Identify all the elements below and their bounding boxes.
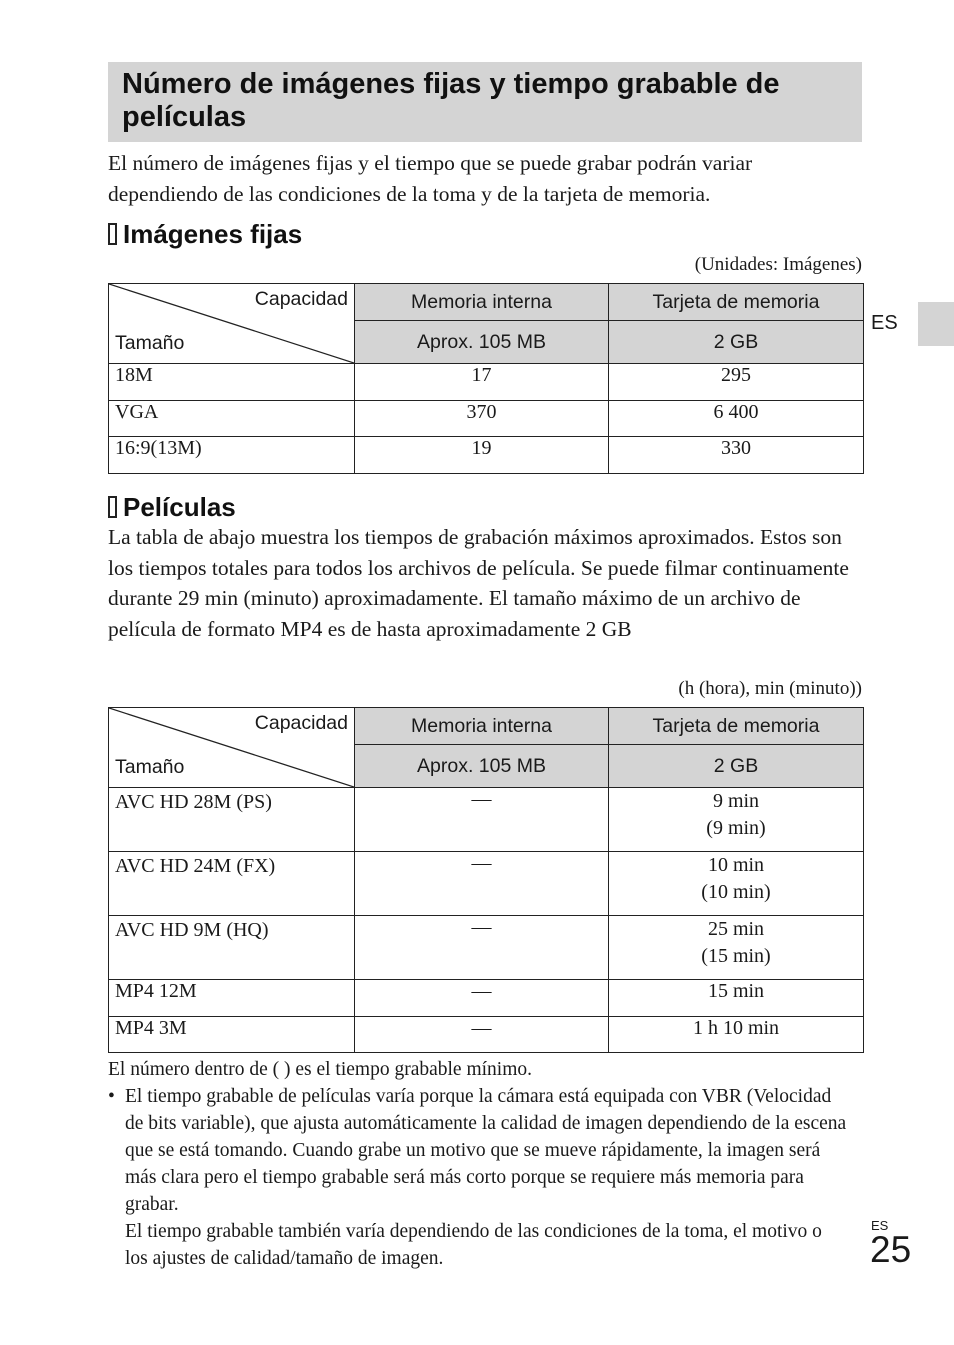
bullet-icon: • — [108, 1086, 115, 1107]
capacity-label: Capacidad — [254, 712, 348, 734]
table-row — [109, 916, 864, 980]
col-subheader-card: 2 GB — [609, 745, 864, 788]
row-card: 25 min (15 min) — [609, 916, 864, 980]
row-size: AVC HD 24M (FX) — [109, 852, 355, 916]
page-number: 25 — [870, 1229, 912, 1270]
row-card: 330 — [609, 437, 864, 474]
row-internal: — — [355, 1017, 609, 1053]
row-size: MP4 12M — [109, 980, 355, 1017]
row-size: AVC HD 9M (HQ) — [109, 916, 355, 980]
table-row — [109, 401, 864, 437]
row-internal: 19 — [355, 437, 609, 474]
movies-units-label: (h (hora), min (minuto)) — [678, 678, 862, 699]
row-size: VGA — [109, 401, 355, 437]
row-internal: — — [355, 788, 609, 852]
row-internal: — — [355, 852, 609, 916]
row-size: AVC HD 28M (PS) — [109, 788, 355, 852]
table-row — [109, 788, 864, 852]
still-units-label: (Unidades: Imágenes) — [694, 254, 862, 275]
col-header-internal: Memoria interna — [355, 708, 609, 745]
table-row — [109, 437, 864, 474]
movies-heading: Películas — [108, 492, 236, 522]
table-row — [109, 1017, 864, 1053]
intro-paragraph: El número de imágenes fijas y el tiempo que se puede grabar podrán variar dependiendo de las condiciones de la toma y de la tarjeta de memoria. — [108, 151, 753, 206]
section-title-box — [108, 62, 862, 142]
col-header-card: Tarjeta de memoria — [609, 708, 864, 745]
heading-bar-icon — [108, 223, 117, 245]
col-subheader-internal: Aprox. 105 MB — [355, 321, 609, 364]
bullet-text-2: El tiempo grabable también varía dependiendo de las condiciones de la toma, el motivo o los ajustes de calidad/tamaño de imagen. — [125, 1221, 822, 1269]
movies-description: La tabla de abajo muestra los tiempos de grabación máximos aproximados. Estos son los tiempos totales para todos los archivos de película. Se puede filmar continuamente durante 29 min (minuto) aproximadamente. El tamaño máximo de un archivo de película de formato MP4 es de hasta aproximadamente 2 GB — [108, 525, 849, 641]
capacity-label: Capacidad — [254, 288, 348, 310]
table-corner-header — [109, 284, 355, 364]
table-row — [109, 364, 864, 401]
side-tab-label: ES — [871, 312, 898, 334]
row-card: 6 400 — [609, 401, 864, 437]
row-size: 16:9(13M) — [109, 437, 355, 474]
page-title: Número de imágenes fijas y tiempo grabable de películas — [122, 68, 780, 133]
still-images-table — [108, 283, 864, 474]
row-card: 9 min (9 min) — [609, 788, 864, 852]
row-card: 10 min (10 min) — [609, 852, 864, 916]
table-corner-header — [109, 708, 355, 788]
size-label: Tamaño — [115, 756, 185, 778]
row-card: 15 min — [609, 980, 864, 1017]
col-header-card: Tarjeta de memoria — [609, 284, 864, 321]
row-internal: — — [355, 916, 609, 980]
row-internal: — — [355, 980, 609, 1017]
table-row — [109, 852, 864, 916]
still-images-heading: Imágenes fijas — [108, 219, 302, 249]
col-subheader-card: 2 GB — [609, 321, 864, 364]
bullet-text-1: El tiempo grabable de películas varía porque la cámara está equipada con VBR (Velocidad de bits variable), que ajusta automáticamente la calidad de imagen dependiendo de la escena que se está tomando. Cuando grabe un motivo que se mueve rápidamente, la imagen será más clara pero el tiempo grabable será más corto porque se requiere más memoria para grabar. — [125, 1086, 847, 1215]
table-row — [109, 980, 864, 1017]
row-size: 18M — [109, 364, 355, 401]
heading-bar-icon — [108, 496, 117, 518]
row-card: 1 h 10 min — [609, 1017, 864, 1053]
movies-table — [108, 707, 864, 1053]
col-header-internal: Memoria interna — [355, 284, 609, 321]
col-subheader-internal: Aprox. 105 MB — [355, 745, 609, 788]
page-lang-label: ES — [871, 1218, 889, 1233]
size-label: Tamaño — [115, 332, 185, 354]
row-internal: 17 — [355, 364, 609, 401]
min-time-note: El número dentro de ( ) es el tiempo grabable mínimo. — [108, 1059, 533, 1080]
side-tab-marker — [918, 302, 954, 346]
vbr-bullet — [108, 1083, 848, 1272]
row-internal: 370 — [355, 401, 609, 437]
row-card: 295 — [609, 364, 864, 401]
row-size: MP4 3M — [109, 1017, 355, 1053]
